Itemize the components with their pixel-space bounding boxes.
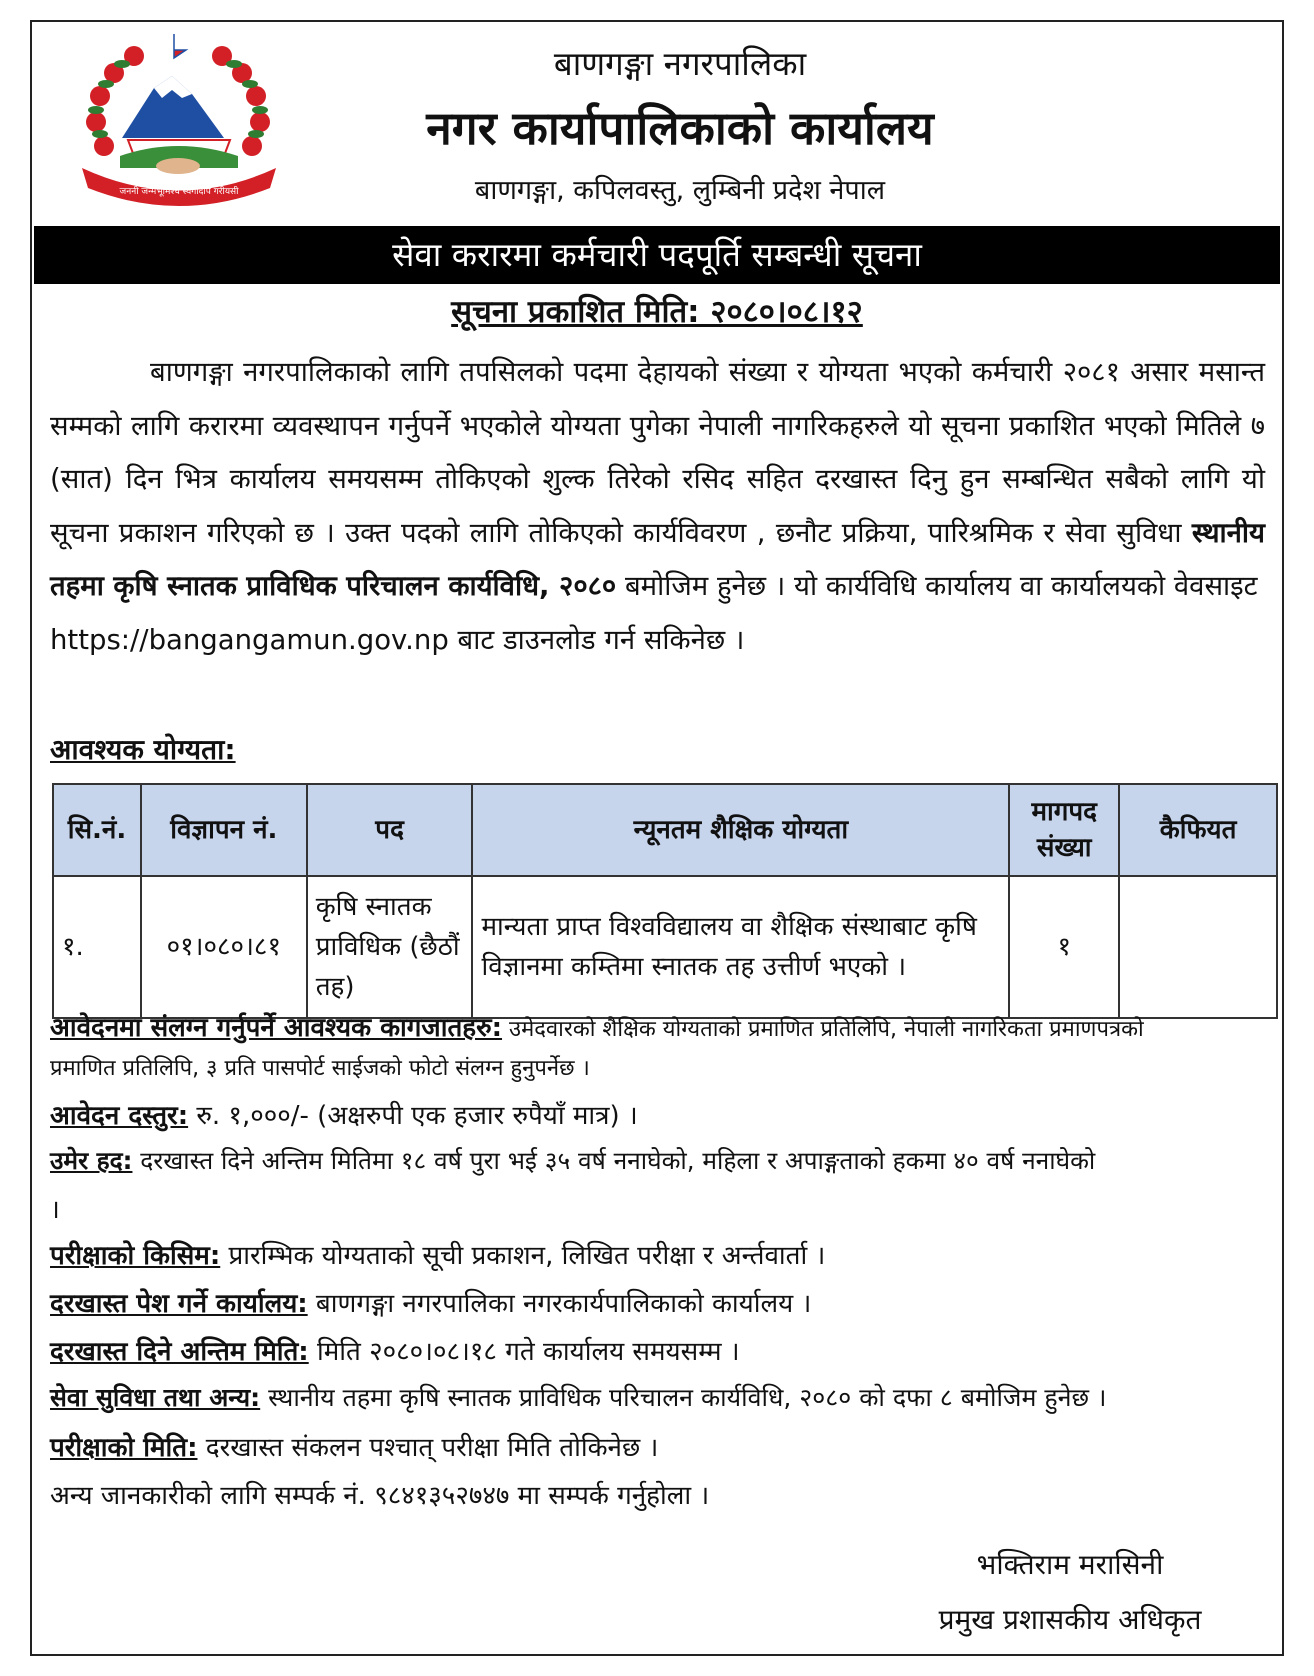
exam-date: परीक्षाको मिति: दरखास्त संकलन पश्चात् परीक्षा मिति तोकिनेछ ।: [50, 1433, 659, 1463]
municipality-name: बाणगङ्गा नगरपालिका: [553, 44, 807, 83]
age-limit: उमेर हद: दरखास्त दिने अन्तिम मितिमा १८ वर्ष पुरा भई ३५ वर्ष ननाघेको, महिला र अपाङ्गताको हकमा ४० वर्ष ननाघेको: [50, 1146, 1096, 1175]
exam-type: परीक्षाको किसिम: प्रारम्भिक योग्यताको सूची प्रकाशन, लिखित परीक्षा र अर्न्तवार्ता ।: [50, 1241, 826, 1271]
nepal-emblem-icon: [74, 28, 284, 208]
qualification-table: [52, 783, 1278, 1019]
office-name: नगर कार्यापालिकाको कार्यालय: [426, 101, 934, 155]
cell-ad-number: ०१।०८०।८१: [141, 876, 307, 1018]
notice-paragraph: बाणगङ्गा नगरपालिकाको लागि तपसिलको पदमा देहायको संख्या र योग्यता भएको कर्मचारी २०८१ असार मसान्त सम्मको लागि करारमा व्यवस्थापन गर्नुपर्ने भएकोले योग्यता पुगेका नेपाली नागरिकहरुले यो सूचना प्रकाशित भएको मितिले ७ (सात) दिन भित्र कार्यालय समयसम्म तोकिएको शुल्क तिरेको रसिद सहित दरखास्त दिनु हुन सम्बन्धित सबैको लागि यो सूचना प्रकाशन गरिएको छ । उक्त पदको लागि तोकिएको कार्यविवरण , छनौट प्रक्रिया, पारिश्रमिक र सेवा सुविधा स्थानीय तहमा कृषि स्नातक प्राविधिक परिचालन कार्यविधि, २०८० बमोजिम हुनेछ । यो कार्यविधि कार्यालय वा कार्यालयको वेवसाइट https://bangangamun.gov.np बाट डाउनलोड गर्न सकिनेछ ।: [50, 346, 1265, 667]
svg-text:जननी जन्मभूमिश्च स्वर्गादपि गर: जननी जन्मभूमिश्च स्वर्गादपि गरीयसी: [119, 187, 239, 197]
required-documents: आवेदनमा संलग्न गर्नुपर्ने आवश्यक कागजातहरु: उमेदवारको शैक्षिक योग्यताको प्रमाणित प्रतिलिपि, नेपाली नागरिकता प्रमाणपत्रको: [50, 1013, 1144, 1043]
cell-remarks: [1119, 876, 1277, 1018]
service-facilities: सेवा सुविधा तथा अन्य: स्थानीय तहमा कृषि स्नातक प्राविधिक परिचालन कार्यविधि, २०८० को दफा ८ बमोजिम हुनेछ ।: [50, 1383, 1107, 1412]
cell-serial: १.: [53, 876, 141, 1018]
requirements-heading: आवश्यक योग्यता:: [50, 733, 236, 766]
contact-info: अन्य जानकारीको लागि सम्पर्क नं. ९८४१३५२७४७ मा सम्पर्क गर्नुहोला ।: [50, 1481, 710, 1511]
office-address: बाणगङ्गा, कपिलवस्तु, लुम्बिनी प्रदेश नेपाल: [474, 175, 886, 206]
table-header-row: [53, 784, 1277, 876]
col-ad-number: विज्ञापन नं.: [141, 784, 307, 876]
signatory-name: भक्तिराम मरासिनी: [976, 1548, 1164, 1581]
published-date: सूचना प्रकाशित मिति: २०८०।०८।१२: [451, 294, 863, 330]
signatory-designation: प्रमुख प्रशासकीय अधिकृत: [938, 1603, 1202, 1636]
cell-qualification: मान्यता प्राप्त विश्वविद्यालय वा शैक्षिक संस्थाबाट कृषि विज्ञानमा कम्तिमा स्नातक तह उत्तीर्ण भएको ।: [472, 876, 1009, 1018]
website-link[interactable]: https://bangangamun.gov.np: [50, 623, 449, 656]
col-post: पद: [307, 784, 473, 876]
col-qualification: न्यूनतम शैक्षिक योग्यता: [472, 784, 1009, 876]
col-vacancy-count: मागपद संख्या: [1009, 784, 1119, 876]
col-serial: सि.नं.: [53, 784, 141, 876]
col-remarks: कैफियत: [1119, 784, 1277, 876]
submission-office: दरखास्त पेश गर्ने कार्यालय: बाणगङ्गा नगरपालिका नगरकार्यपालिकाको कार्यालय ।: [50, 1289, 812, 1319]
age-limit-cont: ।: [50, 1195, 60, 1225]
application-deadline: दरखास्त दिने अन्तिम मिति: मिति २०८०।०८।१८ गते कार्यालय समयसम्म ।: [50, 1337, 740, 1367]
required-documents-cont: प्रमाणित प्रतिलिपि, ३ प्रति पासपोर्ट साईजको फोटो संलग्न हुनुपर्नेछ ।: [50, 1056, 590, 1081]
application-fee: आवेदन दस्तुर: रु. १,०००/- (अक्षरुपी एक हजार रुपैयाँ मात्र) ।: [50, 1101, 638, 1131]
cell-vacancy-count: १: [1009, 876, 1119, 1018]
table-row: [53, 876, 1277, 1018]
notice-title-banner: सेवा करारमा कर्मचारी पदपूर्ति सम्बन्धी सूचना: [34, 226, 1280, 284]
cell-post: कृषि स्नातक प्राविधिक (छैठौं तह): [307, 876, 473, 1018]
